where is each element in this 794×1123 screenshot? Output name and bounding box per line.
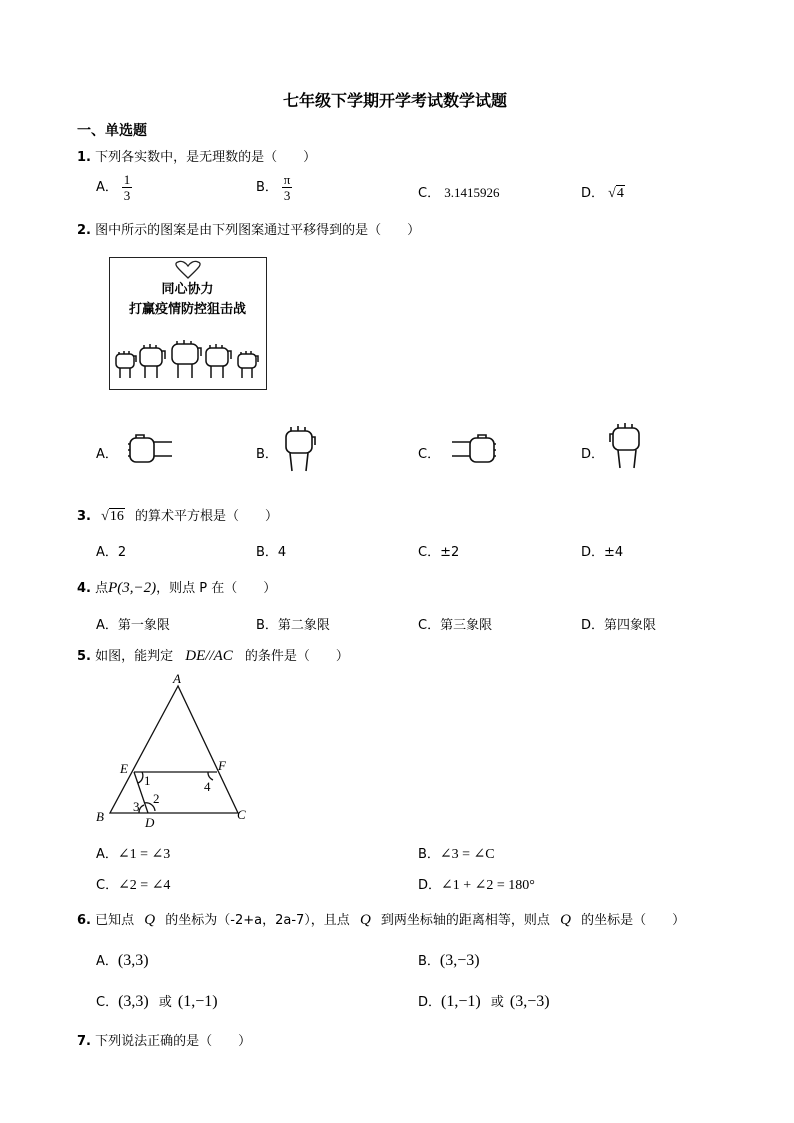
heart-icon: [176, 261, 200, 278]
q2-option-b-label[interactable]: B．: [256, 447, 278, 462]
question-number: 2.: [77, 223, 91, 238]
option-label: A．: [96, 180, 118, 195]
angle-arc-1: [138, 772, 143, 783]
q6-option-a[interactable]: [96, 950, 149, 970]
q3-option-c[interactable]: C．±2: [418, 545, 460, 560]
vertex-label-f: F: [218, 758, 226, 773]
point-q: Q: [359, 912, 371, 928]
question-number: 4.: [77, 581, 91, 596]
question-6: [77, 909, 685, 929]
radicand: 4: [616, 186, 624, 201]
q1-option-d[interactable]: [581, 182, 625, 202]
q3-option-a[interactable]: A．2: [96, 545, 127, 560]
numerator: π: [283, 172, 291, 187]
fist-icon: [116, 351, 136, 378]
option-value: 3.1415926: [444, 185, 500, 200]
option-value: ∠2 = ∠4: [118, 878, 171, 893]
option-label: B．: [256, 180, 278, 195]
question-number: 3.: [77, 509, 91, 524]
q3-option-b[interactable]: B．4: [256, 545, 287, 560]
question-number: 5.: [77, 649, 91, 664]
question-1: [77, 146, 316, 165]
option-value: (1,−1): [441, 993, 481, 1010]
question-text: 的坐标为（-2+a，2a-7），且点: [165, 913, 350, 928]
question-3: [77, 505, 278, 525]
fist-raised-icon: [608, 422, 646, 472]
fist-icon: [140, 344, 165, 378]
option-label: D．: [418, 995, 442, 1010]
option-label: A．: [96, 847, 118, 862]
triangle-figure: [92, 672, 262, 832]
question-2: [77, 219, 420, 238]
q4-option-d[interactable]: D．第四象限: [581, 618, 657, 633]
q5-option-b[interactable]: [418, 843, 495, 863]
question-text: 到两坐标轴的距离相等，则点: [380, 913, 550, 928]
question-text: ，则点 P 在（ ）: [156, 581, 277, 596]
vertex-label-c: C: [237, 807, 246, 822]
question-text: 下列各实数中，是无理数的是（ ）: [95, 150, 317, 165]
q1-option-a[interactable]: [96, 172, 132, 203]
fist-icon: [206, 344, 231, 378]
vertex-label-d: D: [145, 815, 155, 830]
option-value: (1,−1): [177, 993, 218, 1010]
q4-option-c[interactable]: C．第三象限: [418, 618, 493, 633]
q2-option-c-label[interactable]: C．: [418, 447, 441, 462]
numerator: 1: [123, 172, 131, 187]
triangle-abc: [110, 686, 238, 813]
q5-option-a[interactable]: [96, 843, 170, 863]
point-expression: P(3,−2): [108, 580, 157, 596]
page-title: 七年级下学期开学考试数学试题: [283, 91, 508, 110]
option-label: D．: [418, 878, 442, 893]
fist-icon: [238, 351, 258, 378]
question-text: 下列说法正确的是（ ）: [95, 1034, 252, 1049]
option-value: ∠3 = ∠C: [439, 847, 495, 862]
angle-label-2: 2: [153, 791, 160, 806]
angle-arc-3: [139, 805, 144, 813]
poster-line-2: 打赢疫情防控狙击战: [128, 302, 246, 317]
q6-option-b[interactable]: [418, 950, 480, 970]
radicand: 16: [109, 509, 124, 524]
vertex-label-b: B: [96, 809, 104, 824]
poster-line-1: 同心协力: [161, 282, 214, 297]
option-value: ∠1 = ∠3: [117, 847, 171, 862]
fist-sideways-icon: [448, 432, 498, 468]
q6-option-c[interactable]: [96, 991, 218, 1011]
question-7: [77, 1030, 251, 1049]
angle-label-1: 1: [144, 773, 151, 788]
option-value: (3,−3): [439, 952, 480, 969]
section-heading: 一、单选题: [77, 123, 147, 139]
option-value: (3,−3): [509, 993, 550, 1010]
fraction: [282, 172, 292, 203]
question-text: 图中所示的图案是由下列图案通过平移得到的是（ ）: [95, 223, 421, 238]
sqrt-expression: √16: [101, 509, 124, 524]
option-value: ∠1 + ∠2 = 180°: [441, 878, 535, 893]
denominator: 3: [123, 188, 131, 203]
or-text: 或: [158, 995, 172, 1010]
question-text: 的算术平方根是（ ）: [134, 509, 278, 524]
point-q: Q: [560, 912, 571, 928]
question-text: 如图，能判定: [95, 649, 174, 664]
q4-option-a[interactable]: A．第一象限: [96, 618, 170, 633]
fist-icon: [172, 340, 201, 378]
option-label: B．: [418, 847, 440, 862]
option-value: (3,3): [117, 952, 149, 969]
option-label: C．: [96, 995, 119, 1010]
question-number: 6.: [77, 913, 91, 928]
denominator: 3: [283, 188, 291, 203]
question-5: [77, 645, 349, 665]
fist-raised-icon: [282, 425, 318, 473]
angle-label-3: 3: [133, 799, 140, 814]
parallel-condition: DE//AC: [185, 648, 233, 664]
or-text: 或: [490, 995, 504, 1010]
vertex-label-e: E: [120, 761, 128, 776]
question-number: 1.: [77, 150, 91, 165]
question-text: 的条件是（ ）: [244, 649, 349, 664]
q4-option-b[interactable]: B．第二象限: [256, 618, 330, 633]
option-value: (3,3): [118, 993, 149, 1010]
q1-option-b[interactable]: [256, 172, 292, 203]
poster-figure: [109, 257, 267, 390]
vertex-label-a: A: [173, 672, 181, 686]
q2-option-a-label[interactable]: A．: [96, 447, 118, 462]
question-4: [77, 577, 276, 597]
q3-option-d[interactable]: D．±4: [581, 545, 624, 560]
point-q: Q: [144, 912, 156, 928]
option-label: D．: [581, 186, 605, 201]
q2-option-d-label[interactable]: D．: [581, 447, 605, 462]
fists-row: [116, 340, 258, 378]
q5-option-d[interactable]: [418, 874, 535, 894]
fist-sideways-icon: [126, 432, 176, 468]
question-number: 7.: [77, 1034, 91, 1049]
option-label: C．: [96, 878, 119, 893]
question-text: 已知点: [95, 913, 135, 928]
question-text: 点: [95, 581, 109, 596]
option-label: B．: [418, 954, 440, 969]
option-label: A．: [96, 954, 118, 969]
q6-option-d[interactable]: [418, 991, 550, 1011]
question-text: 的坐标是（ ）: [581, 913, 686, 928]
option-label: C．: [418, 186, 441, 201]
q1-option-c[interactable]: [418, 182, 499, 201]
q5-option-c[interactable]: [96, 874, 170, 894]
fraction: [122, 172, 132, 203]
angle-label-4: 4: [204, 779, 211, 794]
sqrt-expression: √4: [608, 186, 624, 201]
